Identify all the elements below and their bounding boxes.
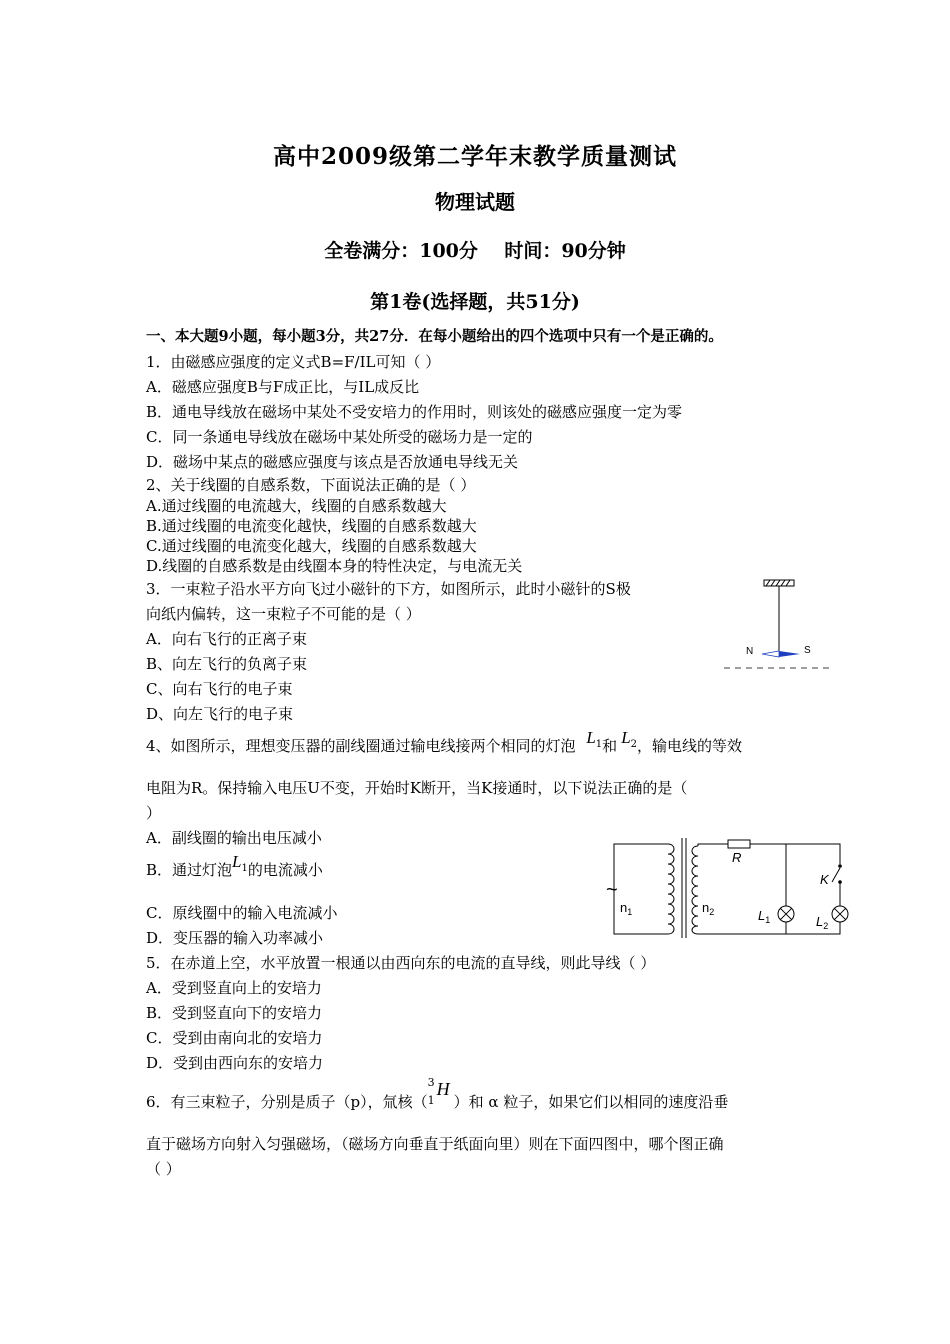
q6-stem-line3: （ ）: [146, 1160, 181, 1178]
subject-title: 物理试题: [435, 190, 515, 214]
q1-option-a: A．磁感应强度B与F成正比，与IL成反比: [146, 378, 420, 396]
switch-k: [832, 868, 840, 882]
q1-option-c: C．同一条通电导线放在磁场中某处所受的磁场力是一定的: [146, 428, 533, 446]
q5-option-d: D．受到由西向东的安培力: [146, 1054, 324, 1072]
q6-stem-line2: 直于磁场方向射入匀强磁场，（磁场方向垂直于纸面向里）则在下面四图中，哪个图正确: [146, 1135, 724, 1153]
magnetic-needle-n: [762, 651, 779, 657]
q2-option-b: B.通过线圈的电流变化越快，线圈的自感系数越大: [146, 517, 477, 535]
q2-option-a: A.通过线圈的电流越大，线圈的自感系数越大: [146, 497, 447, 515]
q4-stem-line3: ）: [146, 804, 162, 822]
q3-stem-line1: 3．一束粒子沿水平方向飞过小磁针的下方，如图所示，此时小磁针的S极: [146, 580, 631, 598]
magnetic-needle-s: [779, 651, 800, 657]
q2-stem: 2、关于线圈的自感系数，下面说法正确的是（ ）: [146, 476, 476, 494]
top-wire-right: [750, 844, 840, 850]
exam-title: 高中2009级第二学年末教学质量测试: [272, 143, 677, 170]
label-l1: $L_1$: [758, 908, 771, 925]
section-instruction: 一、本大题9小题，每小题3分，共27分．在每小题给出的四个选项中只有一个是正确的。: [146, 328, 723, 345]
ac-source-symbol: ~: [606, 879, 618, 901]
q3-compass-figure: [720, 574, 840, 674]
volume-title: 第1卷(选择题，共51分): [370, 291, 580, 313]
q3-option-c: C、向右飞行的电子束: [146, 680, 293, 698]
q5-option-b: B．受到竖直向下的安培力: [146, 1004, 323, 1022]
label-l2: $L_2$: [816, 914, 829, 931]
ceiling-hatch: [764, 580, 794, 586]
q1-option-b: B．通电导线放在磁场中某处不受安培力的作用时，则该处的磁感应强度一定为零: [146, 403, 683, 421]
q4-transformer-circuit: [608, 834, 858, 940]
lamp-l2: [832, 906, 848, 922]
q3-option-d: D、向左飞行的电子束: [146, 705, 294, 723]
q5-option-a: A．受到竖直向上的安培力: [146, 979, 322, 997]
primary-loop: [614, 844, 668, 934]
resistor-r: [728, 840, 750, 848]
q4-option-a: A．副线圈的输出电压减小: [146, 829, 322, 847]
q4-stem-line2: 电阻为R。保持输入电压U不变，开始时K断开，当K接通时，以下说法正确的是（: [146, 779, 688, 797]
q2-option-c: C.通过线圈的电流变化越大，线圈的自感系数越大: [146, 537, 477, 555]
switch-k-contacts: [838, 850, 842, 884]
q2-option-d: D.线圈的自感系数是由线圈本身的特性决定，与电流无关: [146, 557, 523, 575]
needle-s-label: S: [804, 645, 811, 656]
q4-option-c: C．原线圈中的输入电流减小: [146, 904, 338, 922]
lamp-l1: [778, 906, 794, 922]
label-n2: $n_2$: [702, 900, 715, 917]
label-r: R: [732, 850, 742, 865]
tritium-nuclide: 3 1 H: [427, 1076, 450, 1107]
q4-option-d: D．变压器的输入功率减小: [146, 929, 324, 947]
q6-stem-line1: 6．有三束粒子，分别是质子（p），氚核（ 3 1 H ）和 α 粒子，如果它们以相同的速度沿垂: [146, 1076, 729, 1111]
label-k: K: [820, 872, 829, 887]
q3-option-b: B、向左飞行的负离子束: [146, 655, 308, 673]
q4-option-b: B．通过灯泡$L_1$的电流减小: [146, 852, 323, 879]
primary-coil: [668, 844, 674, 934]
q1-stem: 1．由磁感应强度的定义式B=F/IL可知（ ）: [146, 353, 441, 371]
secondary-top-wire: [698, 844, 728, 846]
q4-stem-line1: 4、如图所示，理想变压器的副线圈通过输电线接两个相同的灯泡 $L_1$和 $L_2$，输电线的等效: [146, 728, 743, 755]
q5-stem: 5．在赤道上空，水平放置一根通以由西向东的电流的直导线，则此导线（ ）: [146, 954, 656, 972]
needle-n-label: N: [746, 646, 754, 657]
label-n1: $n_1$: [620, 900, 633, 917]
q1-option-d: D．磁场中某点的磁感应强度与该点是否放通电导线无关: [146, 453, 519, 471]
q3-option-a: A．向右飞行的正离子束: [146, 630, 307, 648]
q5-option-c: C．受到由南向北的安培力: [146, 1029, 323, 1047]
q3-stem-line2: 向纸内偏转，这一束粒子不可能的是（ ）: [146, 605, 421, 623]
score-time: 全卷满分：100分 时间：90分钟: [324, 240, 626, 262]
secondary-coil: [692, 846, 698, 934]
